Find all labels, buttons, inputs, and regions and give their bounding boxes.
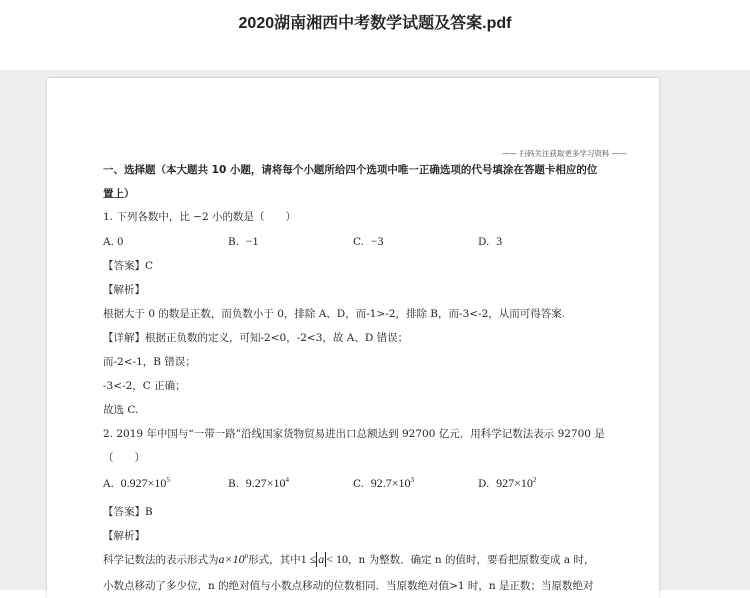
- question-2-stem-continued: （ ）: [103, 452, 145, 464]
- q2-option-c: [353, 476, 414, 491]
- option-mantissa: 9.27: [245, 476, 267, 490]
- option-label: D.: [478, 236, 490, 248]
- q1-option-b: [228, 234, 259, 249]
- option-mantissa: 92.7: [370, 476, 392, 490]
- option-exponent: 2: [532, 476, 537, 484]
- pdf-page: [47, 78, 659, 598]
- option-value: 3: [496, 234, 503, 248]
- document-title: 2020湖南湘西中考数学试题及答案.pdf: [238, 15, 512, 32]
- analysis-text-a: 科学记数法的表示形式为: [103, 554, 219, 566]
- question-2-stem: 2. 2019 年中国与“一带一路”沿线国家货物贸易进出口总额达到 92700 亿元．用科学记数法表示 92700 是: [103, 428, 605, 440]
- q1-detail: 【详解】根据正负数的定义，可知-2<0，-2<3，故 A、D 错误；: [103, 332, 409, 344]
- q1-answer: 【答案】C: [103, 260, 154, 272]
- times-ten: ×10: [266, 476, 286, 490]
- absolute-value: a: [318, 552, 325, 566]
- q2-analysis-title: 【解析】: [103, 530, 145, 542]
- question-1-stem: 1. 下列各数中，比 −2 小的数是（ ）: [103, 211, 297, 223]
- q1-analysis-title: 【解析】: [103, 284, 145, 296]
- option-exponent: 5: [166, 476, 170, 484]
- option-value: 0: [117, 234, 124, 248]
- ineq-right: < 10: [326, 552, 348, 566]
- q1-option-d: [478, 234, 502, 249]
- option-exponent: 4: [285, 476, 290, 484]
- section-title-continued: 置上）: [103, 188, 135, 200]
- form-exponent: n: [244, 552, 249, 560]
- q1-detail-2: 而-2<-1，B 错误；: [103, 356, 196, 368]
- q2-answer: 【答案】B: [103, 506, 153, 518]
- q2-analysis: [103, 552, 594, 567]
- option-exponent: 3: [410, 476, 414, 484]
- q2-option-a: [103, 476, 170, 491]
- top-bar: [0, 0, 750, 70]
- q1-conclusion: 故选 C.: [103, 404, 139, 416]
- option-mantissa: 0.927: [120, 476, 148, 490]
- ineq-left: 1 ≤: [300, 552, 317, 566]
- inequality: [301, 552, 348, 566]
- pdf-viewer[interactable]: [0, 70, 750, 590]
- q2-option-d: [478, 476, 536, 491]
- scientific-form: [219, 552, 249, 566]
- option-label: B.: [228, 236, 240, 248]
- q2-analysis-next: 小数点移动了多少位，n 的绝对值与小数点移动的位数相同．当原数绝对值>1 时，n 是正数；当原数绝对: [103, 580, 594, 592]
- option-value: −1: [245, 234, 259, 248]
- option-label: D.: [478, 478, 490, 490]
- times-ten: ×10: [391, 476, 411, 490]
- analysis-text-c: ，n 为整数．确定 n 的值时，要看把原数变成 a 时，: [347, 554, 595, 566]
- analysis-text-b: 形式，其中: [248, 554, 301, 566]
- section-title: 一、选择题（本大题共 10 小题，请将每个小题所给四个选项中唯一正确选项的代号填涂在答题卡相应的位: [103, 164, 598, 176]
- option-label: A.: [103, 236, 114, 248]
- times-ten: ×10: [147, 476, 167, 490]
- q1-analysis: 根据大于 0 的数是正数，而负数小于 0，排除 A、D，而-1>-2，排除 B，而-3<-2，从而可得答案.: [103, 308, 566, 320]
- option-label: A.: [103, 478, 114, 490]
- times-ten: ×10: [514, 476, 533, 490]
- option-label: C.: [353, 236, 364, 248]
- q1-detail-3: -3<-2，C 正确；: [103, 380, 186, 392]
- option-label: C.: [353, 478, 364, 490]
- option-value: −3: [370, 234, 384, 248]
- q2-option-b: [228, 476, 289, 491]
- q1-option-a: [103, 234, 123, 249]
- option-mantissa: 927: [496, 476, 515, 490]
- q1-option-c: [353, 234, 383, 249]
- header-note: —— 扫码关注获取更多学习资料 ——: [502, 149, 627, 158]
- form-base: a×10: [218, 552, 245, 566]
- option-label: B.: [228, 478, 240, 490]
